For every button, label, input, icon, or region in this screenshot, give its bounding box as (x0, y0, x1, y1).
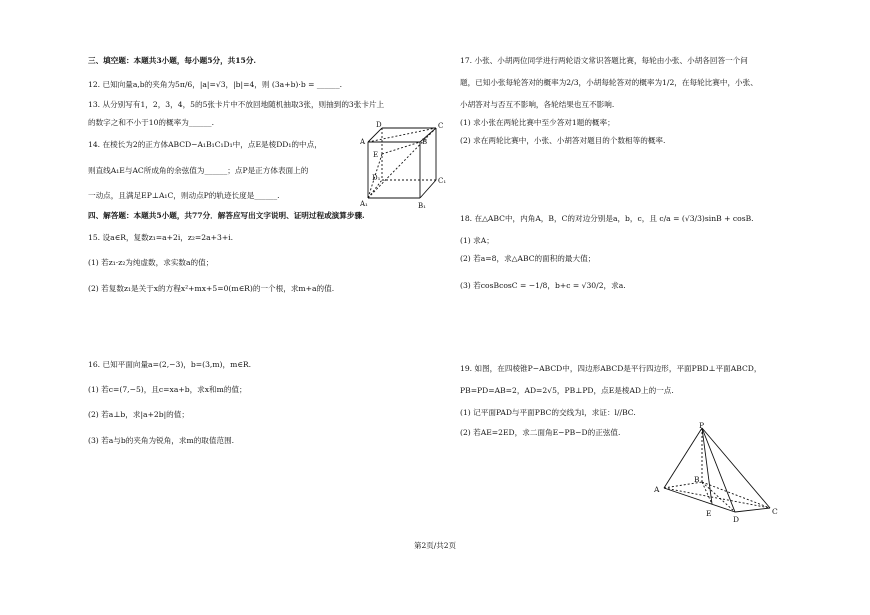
cube-label-D1: D₁ (372, 174, 381, 182)
section3-header: 三、填空题：本题共3小题，每小题5分，共15分. (88, 56, 257, 65)
pyramid-figure (650, 420, 785, 525)
cube-label-C: C (438, 122, 444, 130)
cube-label-A1: A₁ (360, 200, 368, 208)
question-14-line1: 14. 在棱长为2的正方体ABCD−A₁B₁C₁D₁中，点E是棱DD₁的中点， (88, 140, 322, 149)
question-15-part1: (1) 若z₁·z₂为纯虚数，求实数a的值； (88, 258, 214, 267)
question-19-line1: 19. 如图，在四棱锥P−ABCD中，四边形ABCD是平行四边形，平面PBD⊥平面ABCD， (460, 364, 762, 373)
question-17-part1: (1) 求小张在两轮比赛中至少答对1题的概率； (460, 118, 615, 127)
question-15: 15. 设a∈R，复数z₁=a+2i，z₂=2a+3+i. (88, 233, 234, 242)
question-19-part2: (2) 若AE=2ED，求二面角E−PB−D的正弦值. (460, 428, 621, 437)
question-17-line3: 小胡答对与否互不影响，各轮结果也互不影响. (460, 100, 615, 109)
question-18-part2: (2) 若a=8，求△ABC的面积的最大值； (460, 254, 596, 263)
question-14-line3: 一动点，且满足EP⊥A₁C，则动点P的轨迹长度是______. (88, 191, 280, 200)
cube-label-E: E (373, 151, 379, 159)
question-19-line2: PB=PD=AB=2，AD=2√5，PB⊥PD，点E是棱AD上的一点. (460, 386, 674, 395)
cube-label-D: D (376, 121, 382, 129)
pyramid-label-D: D (733, 515, 740, 524)
question-12: 12. 已知向量a,b的夹角为5π/6，|a|=√3，|b|=4，则 (3a+b)·b = ______. (88, 80, 343, 89)
question-19-part1: (1) 记平面PAD与平面PBC的交线为l，求证：l//BC. (460, 408, 636, 417)
question-13-line1: 13. 从分别写有1，2，3，4，5的5张卡片中不放回地随机抽取3张，则抽到的3张卡片上 (88, 100, 385, 109)
question-17-line1: 17. 小张、小胡两位同学进行两轮语文常识答题比赛，每轮由小张、小胡各回答一个问 (460, 56, 748, 65)
pyramid-label-B: B (694, 475, 700, 484)
pyramid-label-A: A (654, 485, 660, 494)
cube-figure (360, 120, 450, 212)
section4-header: 四、解答题：本题共5小题，共77分．解答应写出文字说明、证明过程或演算步骤. (88, 211, 365, 220)
question-17-part2: (2) 求在两轮比赛中，小张、小胡答对题目的个数相等的概率. (460, 136, 666, 145)
question-16-part1: (1) 若c=(7,−5)，且c=xa+b，求x和m的值； (88, 385, 247, 394)
question-16-part3: (3) 若a与b的夹角为锐角，求m的取值范围. (88, 436, 235, 445)
question-17-line2: 题，已知小张每轮答对的概率为2/3，小胡每轮答对的概率为1/2，在每轮比赛中，小张、 (460, 78, 758, 87)
question-13-line2: 的数字之和不小于10的概率为______. (88, 118, 214, 127)
cube-label-C1: C₁ (438, 177, 447, 185)
cube-label-A: A (360, 138, 366, 146)
question-16: 16. 已知平面向量a=(2,−3)，b=(3,m)，m∈R. (88, 360, 252, 369)
question-15-part2: (2) 若复数z₁是关于x的方程x²+mx+5=0(m∈R)的一个根，求m+a的值. (88, 284, 335, 293)
question-16-part2: (2) 若a⊥b，求|a+2b|的值； (88, 410, 189, 419)
pyramid-label-E: E (706, 509, 712, 518)
pyramid-label-C: C (772, 507, 778, 516)
pyramid-label-P: P (699, 421, 705, 430)
question-18: 18. 在△ABC中，内角A，B，C的对边分别是a，b，c，且 c/a = (√3/3)sinB + cosB. (460, 214, 754, 223)
question-18-part1: (1) 求A； (460, 236, 494, 245)
cube-label-B: B (422, 138, 428, 146)
question-18-part3: (3) 若cosBcosC = −1/8，b+c = √30/2，求a. (460, 281, 626, 290)
page-footer: 第2页/共2页 (413, 541, 457, 550)
question-14-line2: 则直线A₁E与AC所成角的余弦值为______；点P是正方体表面上的 (88, 166, 309, 175)
cube-label-B1: B₁ (418, 202, 426, 210)
